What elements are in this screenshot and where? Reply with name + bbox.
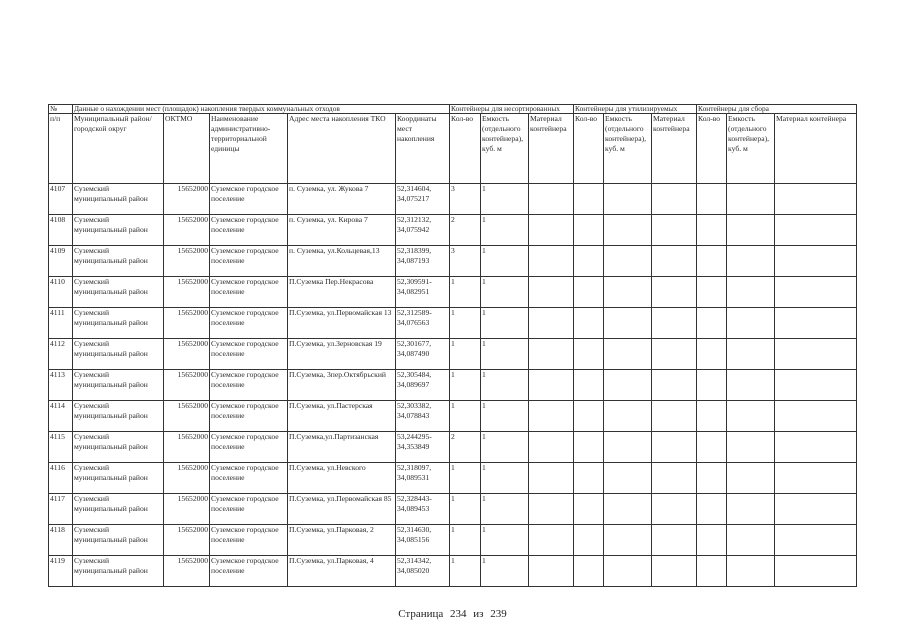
- page-footer: [0, 608, 905, 620]
- cell-empty: [697, 277, 727, 308]
- cell-empty: [574, 215, 604, 246]
- cell-admin-unit: Суземское городское поселение: [210, 463, 288, 494]
- cell-unsorted-count: 1: [450, 308, 481, 339]
- cell-oktmo: 15652000: [164, 277, 210, 308]
- page-of-label: из: [473, 608, 484, 620]
- column-header-row: [49, 114, 857, 184]
- group-header-row: [49, 105, 857, 114]
- cell-empty: [727, 463, 775, 494]
- table-row: [49, 432, 857, 463]
- cell-empty: [574, 463, 604, 494]
- cell-address: п. Суземка, ул. Жукова 7: [288, 184, 396, 215]
- cell-district: Суземский муниципальный район: [73, 215, 164, 246]
- cell-empty: [604, 184, 652, 215]
- cell-coordinates: 52,314342, 34,085020: [396, 556, 450, 587]
- cell-empty: [775, 463, 857, 494]
- cell-unsorted-volume: 1: [481, 525, 529, 556]
- cell-empty: [652, 184, 697, 215]
- cell-empty: [775, 401, 857, 432]
- cell-empty: [652, 463, 697, 494]
- cell-row-number: 4118: [49, 525, 73, 556]
- column-header: Наименование административно-территориальной единицы: [210, 114, 288, 184]
- cell-oktmo: 15652000: [164, 370, 210, 401]
- cell-row-number: 4116: [49, 463, 73, 494]
- column-header: п/п: [49, 114, 73, 184]
- cell-empty: [604, 339, 652, 370]
- cell-empty: [727, 432, 775, 463]
- cell-address: п. Суземка, ул. Кирова 7: [288, 215, 396, 246]
- cell-empty: [604, 463, 652, 494]
- cell-address: П.Суземка,ул.Партизанская: [288, 432, 396, 463]
- cell-empty: [727, 277, 775, 308]
- cell-unsorted-volume: 1: [481, 215, 529, 246]
- cell-oktmo: 15652000: [164, 215, 210, 246]
- cell-district: Суземский муниципальный район: [73, 246, 164, 277]
- cell-empty: [529, 556, 574, 587]
- table-row: [49, 463, 857, 494]
- page-total: 239: [490, 608, 507, 620]
- cell-empty: [727, 494, 775, 525]
- cell-empty: [697, 463, 727, 494]
- cell-empty: [775, 277, 857, 308]
- cell-empty: [604, 277, 652, 308]
- column-header: Материал контейнера: [652, 114, 697, 184]
- cell-coordinates: 53,244295-34,353849: [396, 432, 450, 463]
- cell-row-number: 4112: [49, 339, 73, 370]
- cell-address: П.Суземка, ул.Пастерская: [288, 401, 396, 432]
- cell-unsorted-volume: 1: [481, 401, 529, 432]
- cell-empty: [697, 215, 727, 246]
- cell-empty: [697, 184, 727, 215]
- cell-row-number: 4110: [49, 277, 73, 308]
- cell-empty: [775, 246, 857, 277]
- cell-district: Суземский муниципальный район: [73, 556, 164, 587]
- cell-coordinates: 52,328443-34,089453: [396, 494, 450, 525]
- cell-empty: [652, 494, 697, 525]
- cell-empty: [727, 215, 775, 246]
- cell-empty: [652, 246, 697, 277]
- cell-empty: [604, 246, 652, 277]
- cell-oktmo: 15652000: [164, 432, 210, 463]
- cell-district: Суземский муниципальный район: [73, 525, 164, 556]
- cell-oktmo: 15652000: [164, 556, 210, 587]
- cell-empty: [727, 246, 775, 277]
- cell-address: п. Суземка, ул.Кольцевая,13: [288, 246, 396, 277]
- cell-empty: [727, 339, 775, 370]
- cell-district: Суземский муниципальный район: [73, 432, 164, 463]
- cell-empty: [529, 494, 574, 525]
- cell-district: Суземский муниципальный район: [73, 463, 164, 494]
- column-header: Емкость (отдельного контейнера), куб. м: [727, 114, 775, 184]
- cell-admin-unit: Суземское городское поселение: [210, 308, 288, 339]
- cell-empty: [574, 339, 604, 370]
- cell-unsorted-count: 2: [450, 215, 481, 246]
- cell-row-number: 4107: [49, 184, 73, 215]
- cell-empty: [775, 432, 857, 463]
- cell-empty: [574, 184, 604, 215]
- cell-oktmo: 15652000: [164, 525, 210, 556]
- cell-unsorted-count: 1: [450, 370, 481, 401]
- cell-district: Суземский муниципальный район: [73, 494, 164, 525]
- table-row: [49, 494, 857, 525]
- cell-empty: [727, 401, 775, 432]
- cell-address: П.Суземка, ул.Парковая, 4: [288, 556, 396, 587]
- cell-district: Суземский муниципальный район: [73, 184, 164, 215]
- cell-empty: [529, 215, 574, 246]
- column-header: Муниципальный район/городской округ: [73, 114, 164, 184]
- cell-empty: [529, 308, 574, 339]
- cell-district: Суземский муниципальный район: [73, 401, 164, 432]
- cell-unsorted-count: 2: [450, 432, 481, 463]
- cell-oktmo: 15652000: [164, 401, 210, 432]
- cell-admin-unit: Суземское городское поселение: [210, 525, 288, 556]
- cell-unsorted-volume: 1: [481, 339, 529, 370]
- cell-unsorted-volume: 1: [481, 277, 529, 308]
- cell-empty: [529, 401, 574, 432]
- cell-admin-unit: Суземское городское поселение: [210, 339, 288, 370]
- cell-empty: [529, 339, 574, 370]
- cell-row-number: 4115: [49, 432, 73, 463]
- cell-address: П.Суземка, ул.Парковая, 2: [288, 525, 396, 556]
- cell-empty: [697, 556, 727, 587]
- cell-row-number: 4111: [49, 308, 73, 339]
- cell-oktmo: 15652000: [164, 339, 210, 370]
- cell-empty: [604, 215, 652, 246]
- cell-coordinates: 52,312589-34,076563: [396, 308, 450, 339]
- cell-empty: [574, 277, 604, 308]
- cell-empty: [697, 525, 727, 556]
- column-header: Материал контейнера: [775, 114, 857, 184]
- cell-empty: [574, 556, 604, 587]
- cell-unsorted-count: 1: [450, 401, 481, 432]
- cell-row-number: 4114: [49, 401, 73, 432]
- cell-empty: [574, 246, 604, 277]
- table-row: [49, 215, 857, 246]
- cell-empty: [697, 246, 727, 277]
- cell-unsorted-count: 1: [450, 525, 481, 556]
- cell-row-number: 4108: [49, 215, 73, 246]
- cell-row-number: 4119: [49, 556, 73, 587]
- cell-empty: [775, 494, 857, 525]
- cell-district: Суземский муниципальный район: [73, 370, 164, 401]
- cell-empty: [529, 184, 574, 215]
- cell-empty: [574, 370, 604, 401]
- table-row: [49, 525, 857, 556]
- table-row: [49, 401, 857, 432]
- cell-empty: [775, 215, 857, 246]
- column-header: Кол-во: [450, 114, 481, 184]
- table-row: [49, 277, 857, 308]
- cell-row-number: 4117: [49, 494, 73, 525]
- column-header: ОКТМО: [164, 114, 210, 184]
- cell-empty: [652, 370, 697, 401]
- cell-empty: [604, 308, 652, 339]
- cell-coordinates: 52,301677, 34,087490: [396, 339, 450, 370]
- cell-empty: [529, 246, 574, 277]
- cell-empty: [727, 525, 775, 556]
- waste-sites-table: [48, 104, 857, 587]
- cell-row-number: 4109: [49, 246, 73, 277]
- cell-unsorted-volume: 1: [481, 556, 529, 587]
- cell-empty: [574, 525, 604, 556]
- cell-oktmo: 15652000: [164, 494, 210, 525]
- cell-coordinates: 52,309591-34,082951: [396, 277, 450, 308]
- cell-empty: [652, 339, 697, 370]
- cell-unsorted-count: 3: [450, 184, 481, 215]
- table-row: [49, 339, 857, 370]
- cell-unsorted-count: 3: [450, 246, 481, 277]
- cell-empty: [574, 494, 604, 525]
- cell-empty: [775, 556, 857, 587]
- cell-admin-unit: Суземское городское поселение: [210, 246, 288, 277]
- cell-empty: [697, 339, 727, 370]
- cell-empty: [604, 494, 652, 525]
- table-row: [49, 370, 857, 401]
- cell-admin-unit: Суземское городское поселение: [210, 494, 288, 525]
- column-header: Адрес места накопления ТКО: [288, 114, 396, 184]
- cell-address: П.Суземка, ул.Зерновская 19: [288, 339, 396, 370]
- cell-unsorted-volume: 1: [481, 308, 529, 339]
- cell-empty: [775, 184, 857, 215]
- cell-empty: [775, 525, 857, 556]
- cell-empty: [529, 277, 574, 308]
- cell-unsorted-volume: 1: [481, 494, 529, 525]
- cell-empty: [529, 370, 574, 401]
- cell-district: Суземский муниципальный район: [73, 308, 164, 339]
- cell-unsorted-volume: 1: [481, 184, 529, 215]
- cell-empty: [529, 432, 574, 463]
- cell-empty: [775, 308, 857, 339]
- column-header: Координаты мест накопления: [396, 114, 450, 184]
- cell-coordinates: 52,318399, 34,087193: [396, 246, 450, 277]
- cell-unsorted-volume: 1: [481, 463, 529, 494]
- cell-oktmo: 15652000: [164, 184, 210, 215]
- cell-empty: [727, 556, 775, 587]
- cell-empty: [604, 370, 652, 401]
- cell-unsorted-count: 1: [450, 277, 481, 308]
- cell-unsorted-volume: 1: [481, 246, 529, 277]
- cell-empty: [529, 463, 574, 494]
- cell-empty: [652, 308, 697, 339]
- page-label: Страница: [398, 608, 444, 620]
- cell-empty: [727, 184, 775, 215]
- column-header: Емкость (отдельного контейнера), куб. м: [481, 114, 529, 184]
- cell-empty: [652, 432, 697, 463]
- cell-empty: [574, 401, 604, 432]
- column-header: Кол-во: [574, 114, 604, 184]
- cell-address: П.Суземка, ул.Невского: [288, 463, 396, 494]
- cell-empty: [697, 308, 727, 339]
- cell-admin-unit: Суземское городское поселение: [210, 401, 288, 432]
- cell-coordinates: 52,314604, 34,075217: [396, 184, 450, 215]
- cell-unsorted-count: 1: [450, 494, 481, 525]
- cell-empty: [604, 401, 652, 432]
- group-header-collection: Контейнеры для сбора: [697, 105, 857, 114]
- cell-empty: [604, 556, 652, 587]
- cell-admin-unit: Суземское городское поселение: [210, 556, 288, 587]
- cell-unsorted-count: 1: [450, 556, 481, 587]
- cell-unsorted-volume: 1: [481, 432, 529, 463]
- cell-empty: [652, 401, 697, 432]
- group-header-data: Данные о нахождении мест (площадок) накопления твердых коммунальных отходов: [73, 105, 450, 114]
- cell-admin-unit: Суземское городское поселение: [210, 215, 288, 246]
- table-row: [49, 246, 857, 277]
- table-row: [49, 308, 857, 339]
- page-number: 234: [450, 608, 467, 620]
- cell-unsorted-volume: 1: [481, 370, 529, 401]
- cell-empty: [727, 308, 775, 339]
- cell-address: П.Суземка Пер.Некрасова: [288, 277, 396, 308]
- table-row: [49, 184, 857, 215]
- cell-coordinates: 52,312132, 34,075942: [396, 215, 450, 246]
- cell-empty: [727, 370, 775, 401]
- cell-unsorted-count: 1: [450, 339, 481, 370]
- cell-address: П.Суземка, ул.Первомайская 13: [288, 308, 396, 339]
- cell-oktmo: 15652000: [164, 308, 210, 339]
- cell-empty: [529, 525, 574, 556]
- group-header-num: №: [49, 105, 73, 114]
- cell-empty: [604, 525, 652, 556]
- cell-coordinates: 52,314630, 34,085156: [396, 525, 450, 556]
- cell-empty: [775, 370, 857, 401]
- cell-empty: [697, 494, 727, 525]
- cell-district: Суземский муниципальный район: [73, 277, 164, 308]
- cell-coordinates: 52,305484, 34,089697: [396, 370, 450, 401]
- cell-unsorted-count: 1: [450, 463, 481, 494]
- group-header-recycling: Контейнеры для утилизируемых: [574, 105, 697, 114]
- cell-admin-unit: Суземское городское поселение: [210, 184, 288, 215]
- group-header-unsorted: Контейнеры для несортированных: [450, 105, 574, 114]
- cell-empty: [574, 432, 604, 463]
- column-header: Кол-во: [697, 114, 727, 184]
- cell-empty: [652, 556, 697, 587]
- column-header: Емкость (отдельного контейнера), куб. м: [604, 114, 652, 184]
- cell-oktmo: 15652000: [164, 463, 210, 494]
- cell-admin-unit: Суземское городское поселение: [210, 277, 288, 308]
- cell-empty: [697, 401, 727, 432]
- cell-district: Суземский муниципальный район: [73, 339, 164, 370]
- cell-row-number: 4113: [49, 370, 73, 401]
- cell-empty: [652, 525, 697, 556]
- cell-empty: [697, 432, 727, 463]
- cell-admin-unit: Суземское городское поселение: [210, 370, 288, 401]
- cell-coordinates: 52,303382, 34,078843: [396, 401, 450, 432]
- cell-empty: [652, 215, 697, 246]
- cell-address: П.Суземка, ул.Первомайская 85: [288, 494, 396, 525]
- cell-empty: [574, 308, 604, 339]
- cell-empty: [775, 339, 857, 370]
- cell-oktmo: 15652000: [164, 246, 210, 277]
- column-header: Материал контейнера: [529, 114, 574, 184]
- cell-admin-unit: Суземское городское поселение: [210, 432, 288, 463]
- table-row: [49, 556, 857, 587]
- cell-address: П.Суземка, 3пер.Октябрьский: [288, 370, 396, 401]
- cell-coordinates: 52,318097, 34,089531: [396, 463, 450, 494]
- cell-empty: [652, 277, 697, 308]
- cell-empty: [604, 432, 652, 463]
- cell-empty: [697, 370, 727, 401]
